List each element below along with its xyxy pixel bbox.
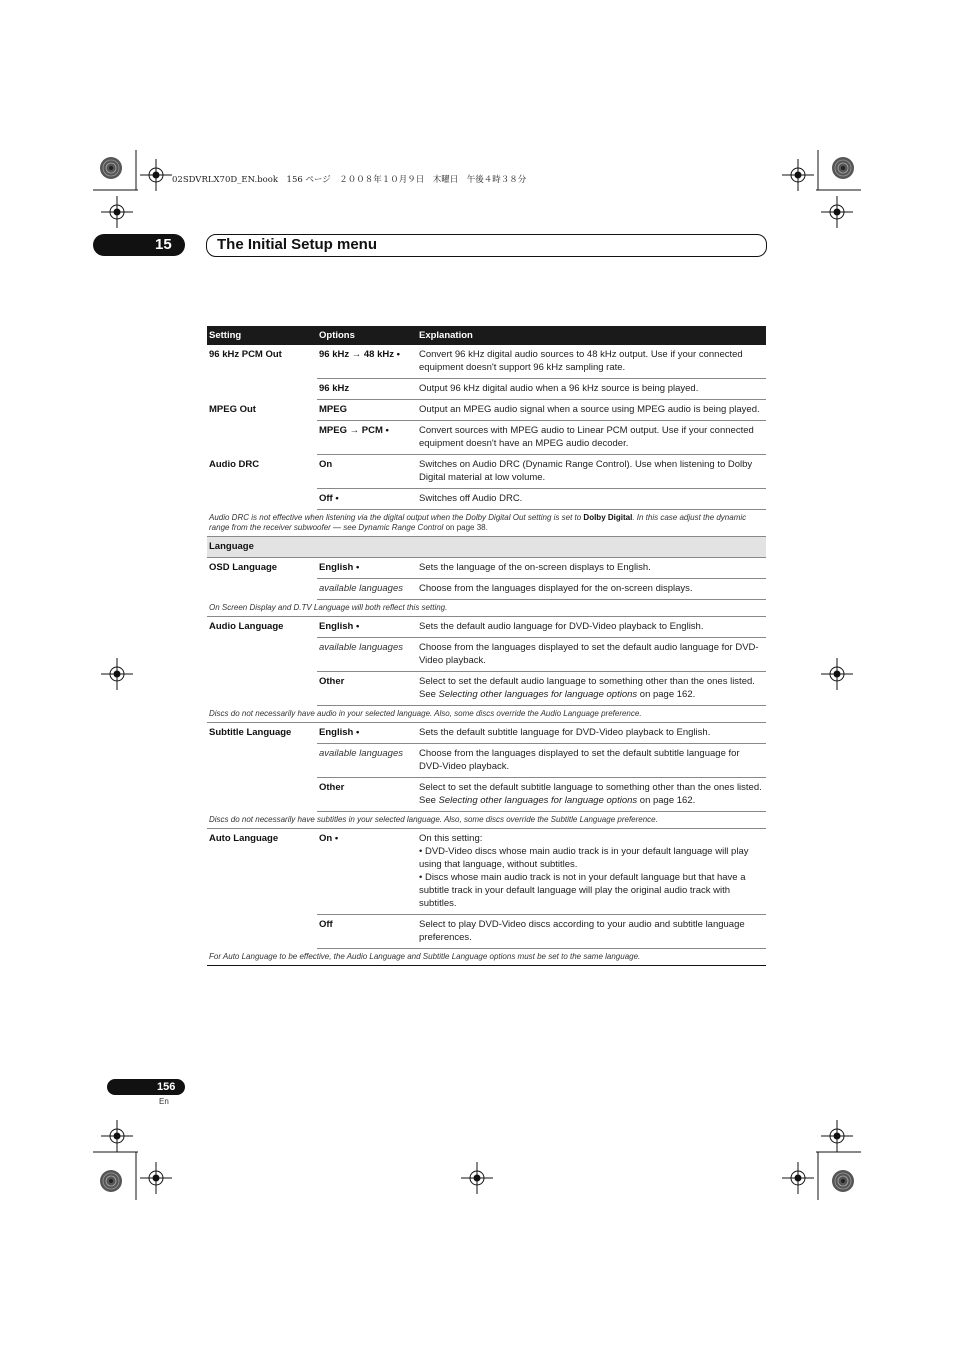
table-row <box>207 400 766 421</box>
option-cell: MPEG → PCM • <box>317 421 417 455</box>
audio-drc-note <box>207 510 766 537</box>
page-number: 156 <box>157 1081 176 1093</box>
explanation-cell <box>417 778 766 812</box>
osd-language-note: On Screen Display and D.TV Language will both reflect this setting. <box>207 600 766 617</box>
print-metadata: 02SDVRLX70D_EN.book 156 ページ ２００８年１０月９日 木曜日 午後４時３８分 <box>172 175 527 185</box>
cross-reference: Selecting other languages for language options <box>438 689 638 700</box>
setting-96khz-pcm-out: 96 kHz PCM Out <box>209 349 282 360</box>
header-options: Options <box>317 326 417 345</box>
explanation-bullet: • DVD-Video discs whose main audio track is in your default language will play using that language, without subtitles. <box>419 846 749 870</box>
option-cell: available languages <box>317 638 417 672</box>
section-row <box>207 537 766 558</box>
explanation-text: Select to set the default subtitle language to something other than the ones listed. See <box>419 782 762 806</box>
settings-table <box>207 326 766 966</box>
note-row <box>207 706 766 723</box>
table-row <box>207 558 766 579</box>
explanation-cell <box>417 829 766 915</box>
table-header-row <box>207 326 766 345</box>
chapter-number: 15 <box>155 236 172 253</box>
option-cell: English • <box>317 558 417 579</box>
note-row <box>207 510 766 537</box>
explanation-cell: Select to play DVD-Video discs according to your audio and subtitle language preferences. <box>417 915 766 949</box>
note-text: Audio DRC is not effective when listening via the digital output when the Dolby Digital Out setting is set to <box>209 513 584 522</box>
option-cell: 96 kHz <box>317 379 417 400</box>
option-cell: 96 kHz → 48 kHz • <box>317 345 417 379</box>
section-language: Language <box>207 537 766 558</box>
setting-audio-language: Audio Language <box>209 621 284 632</box>
explanation-cell: Choose from the languages displayed for the on-screen displays. <box>417 579 766 600</box>
setting-auto-language: Auto Language <box>209 833 279 844</box>
note-row <box>207 812 766 829</box>
auto-language-note: For Auto Language to be effective, the Audio Language and Subtitle Language options must be set to the same language. <box>207 949 766 966</box>
explanation-text: Select to set the default audio language to something other than the ones listed. See <box>419 676 755 700</box>
header-explanation: Explanation <box>417 326 766 345</box>
option-cell: On <box>317 455 417 489</box>
language-code: En <box>159 1097 169 1106</box>
option-cell: available languages <box>317 579 417 600</box>
explanation-cell: Switches on Audio DRC (Dynamic Range Control). Use when listening to Dolby Digital material at low volume. <box>417 455 766 489</box>
table-row <box>207 723 766 744</box>
page-reference: on page 162. <box>637 795 696 806</box>
note-row <box>207 949 766 966</box>
explanation-cell: Sets the default audio language for DVD-Video playback to English. <box>417 617 766 638</box>
option-cell: Other <box>317 778 417 812</box>
option-cell: English • <box>317 617 417 638</box>
explanation-cell: Choose from the languages displayed to set the default audio language for DVD-Video playback. <box>417 638 766 672</box>
option-cell: Other <box>317 672 417 706</box>
cross-reference: Selecting other languages for language options <box>438 795 638 806</box>
note-bold-term: Dolby Digital <box>583 513 633 522</box>
page-reference: on page 162. <box>637 689 696 700</box>
explanation-cell: Switches off Audio DRC. <box>417 489 766 510</box>
table-row <box>207 617 766 638</box>
explanation-cell: Convert 96 kHz digital audio sources to 48 kHz output. Use if your connected equipment doesn't support 96 kHz sampling rate. <box>417 345 766 379</box>
note-text: . In this case adjust the dynamic range from the receiver subwoofer — see <box>209 513 747 532</box>
option-cell: Off • <box>317 489 417 510</box>
note-reference: Dynamic Range Control <box>358 523 444 532</box>
table-row <box>207 455 766 489</box>
option-cell: Off <box>317 915 417 949</box>
option-cell: MPEG <box>317 400 417 421</box>
explanation-cell: Sets the default subtitle language for DVD-Video playback to English. <box>417 723 766 744</box>
explanation-cell <box>417 672 766 706</box>
option-cell: available languages <box>317 744 417 778</box>
note-row <box>207 600 766 617</box>
audio-language-note: Discs do not necessarily have audio in your selected language. Also, some discs override the Audio Language preference. <box>207 706 766 723</box>
explanation-cell: Output 96 kHz digital audio when a 96 kHz source is being played. <box>417 379 766 400</box>
explanation-line: On this setting: <box>419 833 483 844</box>
explanation-cell: Sets the language of the on-screen displays to English. <box>417 558 766 579</box>
option-cell: English • <box>317 723 417 744</box>
setting-osd-language: OSD Language <box>209 562 278 573</box>
setting-audio-drc: Audio DRC <box>209 458 260 470</box>
setting-subtitle-language: Subtitle Language <box>209 727 292 738</box>
table-row <box>207 829 766 915</box>
explanation-cell: Choose from the languages displayed to set the default subtitle language for DVD-Video playback. <box>417 744 766 778</box>
header-setting: Setting <box>207 326 317 345</box>
explanation-cell: Convert sources with MPEG audio to Linear PCM output. Use if your connected equipment doesn't have an MPEG audio decoder. <box>417 421 766 455</box>
explanation-cell: Output an MPEG audio signal when a source using MPEG audio is being played. <box>417 400 766 421</box>
table-row <box>207 345 766 379</box>
note-page-ref: on page 38. <box>443 523 488 532</box>
subtitle-language-note: Discs do not necessarily have subtitles in your selected language. Also, some discs override the Subtitle Language preference. <box>207 812 766 829</box>
setting-mpeg-out: MPEG Out <box>209 403 256 415</box>
explanation-bullet: • Discs whose main audio track is not in your default language but that have a subtitle track in your default language will play the original audio track with subtitles. <box>419 872 746 909</box>
page-title: The Initial Setup menu <box>217 236 378 253</box>
option-cell: On • <box>317 829 417 915</box>
